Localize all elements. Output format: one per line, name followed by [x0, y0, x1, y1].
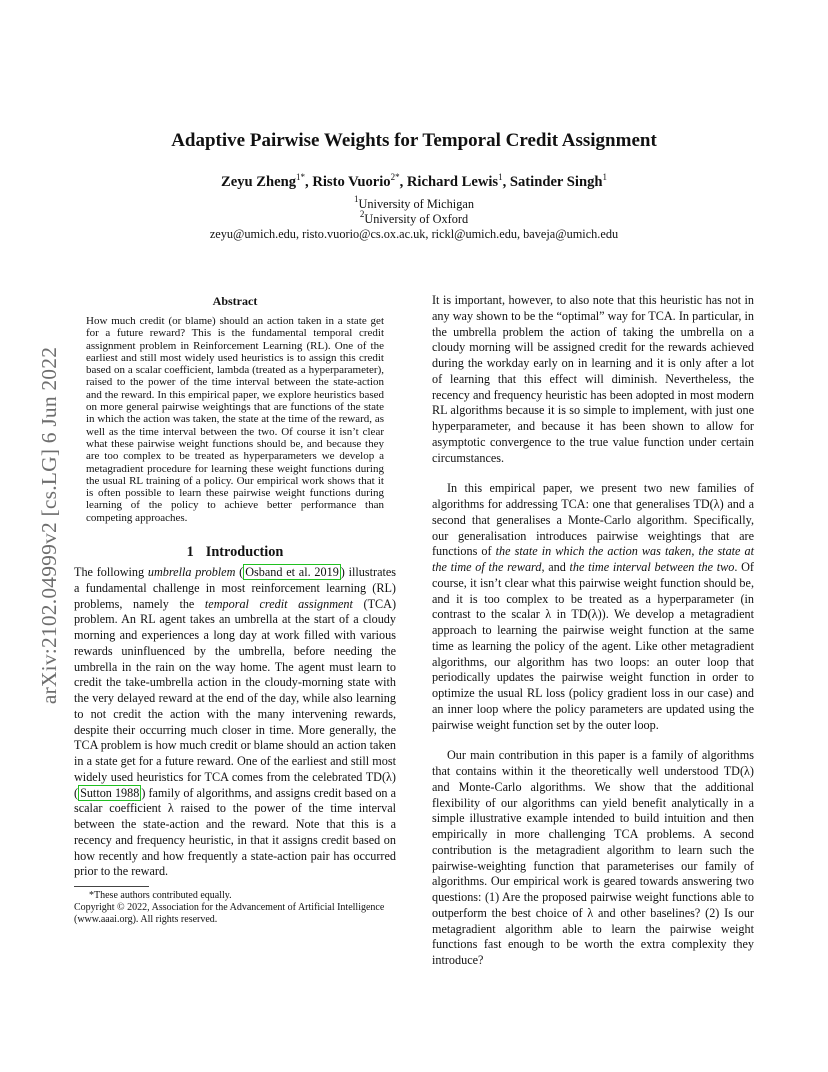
- affiliation-line: $^2$University of Oxford: [359, 209, 469, 226]
- right-column: [432, 293, 754, 969]
- copyright-notice: Copyright © 2022, Association for the Advancement of Artificial Intelligence (www.aaai.org). All rights reserved.: [74, 902, 385, 926]
- footnote-equal-contribution: *These authors contributed equally.: [89, 890, 232, 902]
- author-name: Satinder Singh: [509, 174, 603, 190]
- author-marker: 2*: [390, 172, 400, 182]
- affiliation-block: [74, 194, 754, 242]
- section-title: Introduction: [205, 544, 284, 561]
- intro-paragraph: The following umbrella problem ( Osband et al. 2019 ) illustrates a fundamental challenge in most reinforcement learning (RL) problems, namely the temporal credit assignment (TCA) problem. An RL agent takes an umbrella at the start of a cloudy morning and experiences a long day at work filled with various rewards uninfluenced by the umbrella, before needing the umbrella in the rain on the way home. The agent must learn to credit the take-umbrella action in the cloudy-morning state with the very delayed reward at the end of the day, while also learning to not credit the action with the many intervening rewards, despite their occurring much closer in time. More generally, the TCA problem is how much credit or blame should an action taken in a state get for a future reward. One of the earliest and still most widely used heuristics for TCA comes from the celebrated TD(λ) ( Sutton 1988 ) family of algorithms, and assigns credit based on a scalar coefficient λ raised to the power of the time interval between the state-action and the reward. Note that this is a recency and frequency heuristic, in that it assigns credit based on how recently and how frequently a state-action pair has occurred prior to the reward.: [74, 565, 397, 879]
- abstract-heading: Abstract: [212, 294, 258, 308]
- author-marker: 1: [498, 172, 503, 182]
- author-name: Zeyu Zheng: [221, 174, 297, 190]
- abstract-text: How much credit (or blame) should an action taken in a state get for a future reward? This is the fundamental temporal credit assignment problem in Reinforcement Learning (RL). One of the earliest and still most widely used heuristics is to assign this credit based on a scalar coefficient, lambda (treated as a hyperparameter), raised to the power of the time interval between the state-action and the reward. In this empirical paper, we explore heuristics based on more general pairwise weightings that are functions of the state in which the action was taken, the state at the time of the reward, as well as the time interval between the two. Of course it isn’t clear what these pairwise weight functions should be, and because they are too complex to be treated as hyperparameters we develop a metagradient procedure for learning these weight functions during the usual RL training of a policy. Our empirical work shows that it is often possible to learn these pairwise weight functions during learning of the policy to achieve better performance than competing approaches.: [86, 315, 384, 524]
- left-column: [74, 293, 396, 926]
- paper-title: Adaptive Pairwise Weights for Temporal Credit Assignment: [171, 130, 657, 151]
- author-marker: 1: [602, 172, 607, 182]
- author-name: Richard Lewis: [406, 174, 499, 190]
- section-number: 1: [186, 544, 194, 561]
- arxiv-identifier-stamp: [36, 298, 64, 753]
- footnote-divider: [74, 886, 149, 887]
- author-marker: 1*: [296, 172, 306, 182]
- arxiv-identifier-text: arXiv:2102.04999v2 [cs.LG] 6 Jun 2022: [37, 346, 62, 705]
- section-heading-introduction: [74, 543, 396, 561]
- body-paragraph: In this empirical paper, we present two new families of algorithms for addressing TCA: one that generalises TD(λ) and a second that generalises a Monte-Carlo algorithm. Specifically, our generalisation introduces pairwise weightings that are functions of the state in which the action was taken, the state at the time of the reward, and the time interval between the two. Of course, it isn’t clear what this pairwise weight function should be, and it is too complex to be treated as a hyperparameter (in contrast to the scalar λ in TD(λ)). We develop a metagradient approach to learning the pairwise weight function at the same time as learning the policy of the agent. Like other metagradient algorithms, our algorithm has two loops: an outer loop that periodically updates the pairwise weight function in order to optimize the usual RL loss (policy gradient loss in our case) and an inner loop where the policy parameters are updated using the pairwise weight function set by the outer loop.: [432, 481, 755, 732]
- author-list: Zeyu Zheng$^{1*}$, Risto Vuorio$^{2*}$, Richard Lewis$^1$, Satinder Singh$^1$: [221, 172, 607, 190]
- citation-link[interactable]: Sutton 1988: [80, 785, 140, 800]
- citation-link[interactable]: Osband et al. 2019: [245, 565, 339, 580]
- author-name: Risto Vuorio: [312, 174, 391, 190]
- body-paragraph: It is important, however, to also note that this heuristic has not in any way shown to be the “optimal” way for TCA. In particular, in the umbrella problem the action of taking the umbrella on a cloudy morning will be assigned credit for the rewards achieved during the workday early on in learning and it is only after a lot of learning that this effect will diminish. Nevertheless, the recency and frequency heuristic has been adopted in most modern RL algorithms because it is so simple to implement, with just one hyperparameter, and because it has been shown to allow for asymptotic convergence to the true value function under certain circumstances.: [432, 293, 754, 465]
- author-emails: zeyu@umich.edu, risto.vuorio@cs.ox.ac.uk, rickl@umich.edu, baveja@umich.edu: [209, 227, 619, 241]
- affiliation-line: $^1$University of Michigan: [354, 194, 474, 211]
- body-paragraph: Our main contribution in this paper is a family of algorithms that contains within it the theoretically well understood TD(λ) and Monte-Carlo algorithms. We show that the additional flexibility of our algorithms can yield benefit analytically in a simple illustrative example intended to build intuition and then empirically in more challenging TCA problems. A second contribution is the metagradient algorithm to learn such the pairwise-weighting function that parameterises our family of algorithms. Our empirical work is geared towards answering two questions: (1) Are the proposed pairwise weight functions able to outperform the best choice of λ and other baselines? (2) Is our metagradient algorithm able to learn the pairwise weight functions fast enough to be worth the extra complexity they introduce?: [432, 748, 754, 967]
